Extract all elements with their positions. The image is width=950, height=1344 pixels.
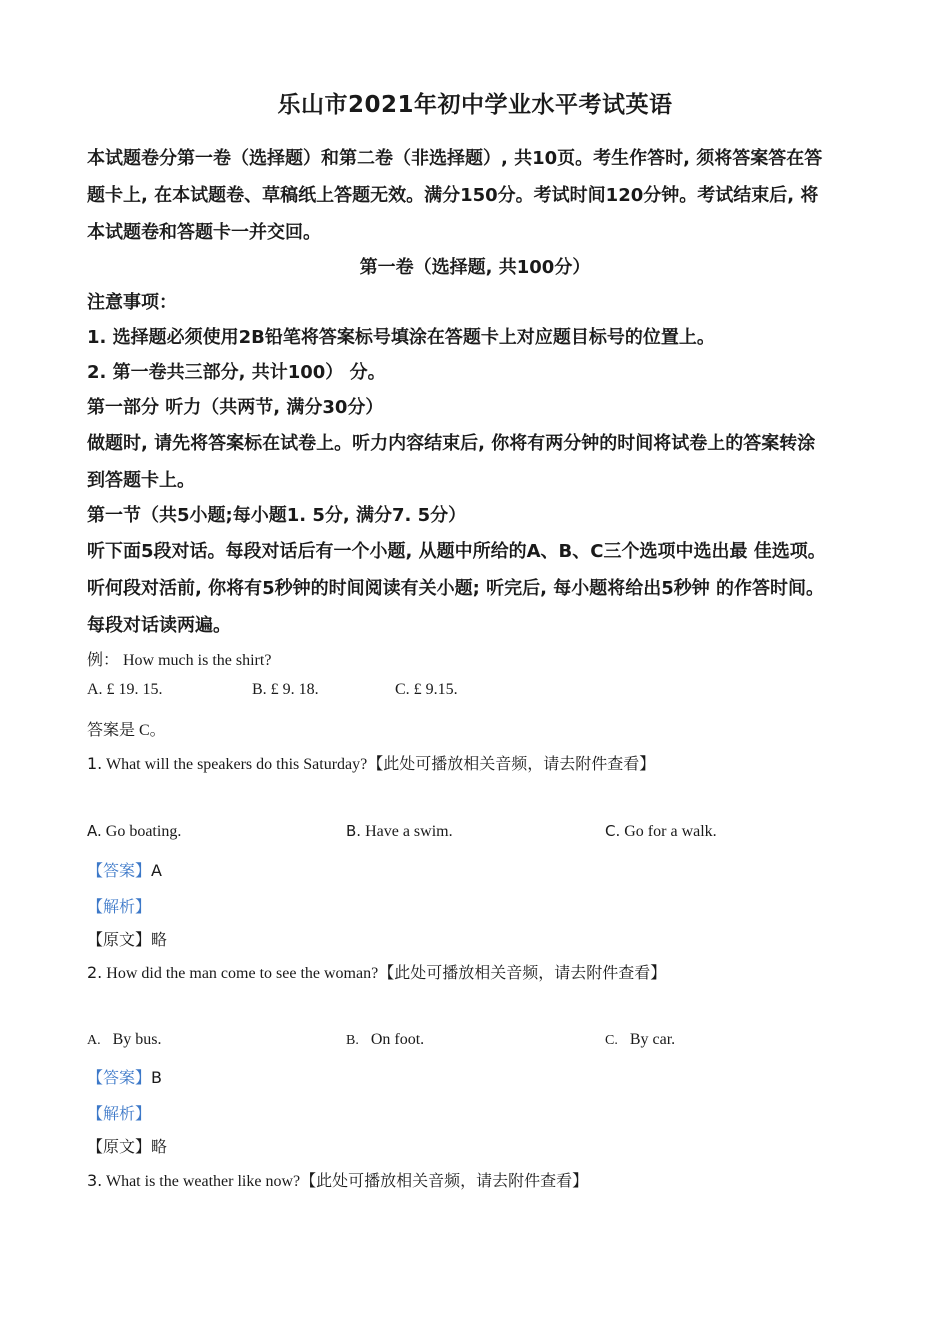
section-instruction-2: 听何段对活前, 你将有5秒钟的时间阅读有关小题; 听完后, 每小题将给出5秒钟 的作答时间。 [87, 578, 824, 599]
option-text: By bus. [112, 1031, 162, 1048]
q1-analysis-label: 【解析】 [87, 899, 152, 916]
example-option-b: B. £ 9. 18. [252, 681, 319, 698]
option-text: Go boating. [101, 823, 182, 840]
option-text: By car. [629, 1031, 676, 1048]
q2-analysis-label: 【解析】 [87, 1106, 152, 1123]
answer-value: A [151, 861, 162, 880]
q1-option-b[interactable] [346, 822, 453, 841]
notes-heading: 注意事项： [87, 292, 177, 313]
question-text: What will the speakers do this Saturday? [102, 756, 368, 773]
option-text: Have a swim. [361, 823, 453, 840]
q1-option-c[interactable] [605, 822, 717, 841]
answer-value: B [151, 1068, 162, 1087]
part-instruction-1: 做题时, 请先将答案标在试卷上。听力内容结束后, 你将有两分钟的时间将试卷上的答案转涂 [87, 433, 816, 454]
section-heading: 第一节（共5小题;每小题1. 5分, 满分7. 5分） [87, 505, 467, 526]
option-label: B. [346, 822, 362, 840]
question-text: What is the weather like now? [102, 1173, 301, 1190]
option-label: B. [346, 1033, 359, 1048]
question-number: 1. [87, 754, 103, 773]
audio-note: 【此处可播放相关音频，请去附件查看】 [378, 965, 667, 982]
example-answer: 答案是 C。 [87, 722, 166, 739]
part-heading: 第一部分 听力（共两节, 满分30分） [87, 397, 384, 418]
q1-original [87, 927, 167, 950]
original-label: 【原文】 [87, 932, 152, 949]
original-text: 略 [151, 1139, 168, 1156]
original-text: 略 [151, 932, 168, 949]
section-instruction-3: 每段对话读两遍。 [87, 615, 231, 636]
intro-line-3: 本试题卷和答题卡一并交回。 [87, 222, 321, 243]
option-label: A. [87, 1033, 101, 1048]
example-prompt: 例： How much is the shirt? [87, 652, 272, 669]
q2-original [87, 1134, 167, 1157]
intro-line-2: 题卡上, 在本试题卷、草稿纸上答题无效。满分150分。考试时间120分钟。考试结束后, 将 [87, 185, 819, 206]
intro-line-1: 本试题卷分第一卷（选择题）和第二卷（非选择题）, 共10页。考生作答时, 须将答案答在答 [87, 148, 823, 169]
q2-option-c[interactable] [605, 1031, 675, 1049]
q1-option-a[interactable] [87, 822, 181, 841]
question-number: 3. [87, 1171, 103, 1190]
option-label: C. [605, 822, 621, 840]
note-1: 1. 选择题必须使用2B铅笔将答案标号填涂在答题卡上对应题目标号的位置上。 [87, 327, 715, 348]
question-text: How did the man come to see the woman? [102, 965, 379, 982]
section-instruction-1: 听下面5段对话。每段对话后有一个小题, 从题中所给的A、B、C三个选项中选出最 佳选项。 [87, 541, 826, 562]
volume-heading: 第一卷（选择题, 共100分） [359, 257, 591, 278]
option-label: A. [87, 822, 102, 840]
q1-answer [87, 858, 162, 881]
option-text: Go for a walk. [620, 823, 717, 840]
note-2: 2. 第一卷共三部分, 共计100） 分。 [87, 362, 386, 383]
part-instruction-2: 到答题卡上。 [87, 470, 195, 491]
example-option-c: C. £ 9.15. [395, 681, 458, 698]
audio-note: 【此处可播放相关音频，请去附件查看】 [300, 1173, 589, 1190]
example-option-a: A. £ 19. 15. [87, 681, 163, 698]
question-3 [87, 1168, 588, 1191]
page-title: 乐山市2021年初中学业水平考试英语 [277, 92, 673, 118]
q2-option-a[interactable] [87, 1031, 162, 1049]
question-number: 2. [87, 963, 103, 982]
original-label: 【原文】 [87, 1139, 152, 1156]
question-1 [87, 751, 655, 774]
answer-label: 【答案】 [87, 863, 152, 880]
option-label: C. [605, 1033, 618, 1048]
question-2 [87, 960, 666, 983]
q2-option-b[interactable] [346, 1031, 424, 1049]
option-text: On foot. [370, 1031, 425, 1048]
audio-note: 【此处可播放相关音频，请去附件查看】 [367, 756, 656, 773]
answer-label: 【答案】 [87, 1070, 152, 1087]
q2-answer [87, 1065, 162, 1088]
